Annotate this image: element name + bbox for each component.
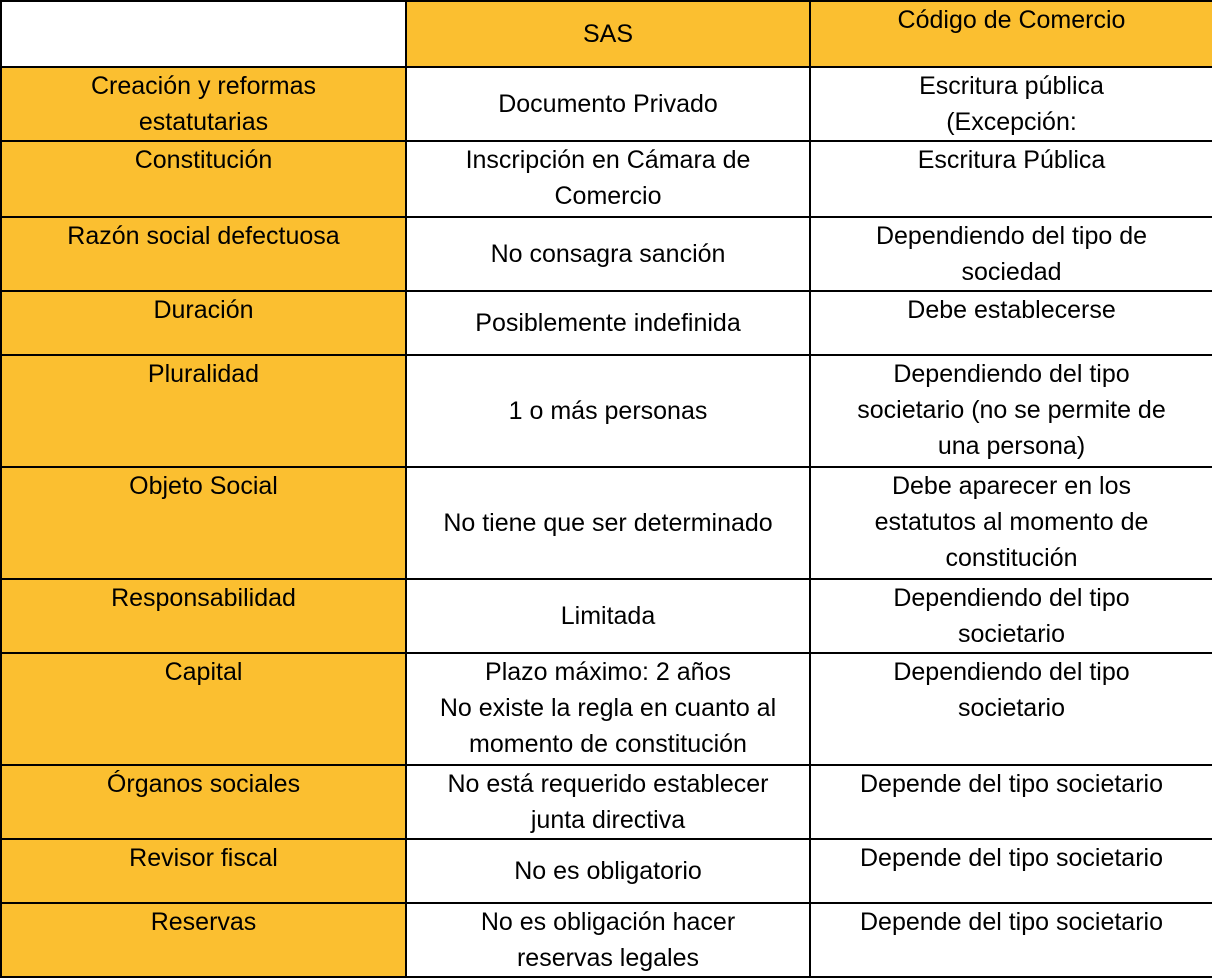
cell-text-line: Reservas xyxy=(150,908,257,936)
row-label-cell xyxy=(1,579,406,653)
codigo-value-cell xyxy=(810,903,1212,977)
cell-text-line: reservas legales xyxy=(516,944,700,972)
row-label-cell xyxy=(1,291,406,355)
header-row xyxy=(1,1,1212,67)
header-codigo-de-comercio: Código de Comercio xyxy=(810,1,1212,67)
cell-text-line: Posiblemente indefinida xyxy=(475,309,741,337)
sas-value-cell xyxy=(406,141,810,217)
table-row xyxy=(1,765,1212,839)
table-body xyxy=(1,1,1212,977)
sas-value-cell xyxy=(406,579,810,653)
cell-text-line: Responsabilidad xyxy=(111,584,296,612)
row-label-cell xyxy=(1,67,406,141)
sas-value-cell xyxy=(406,903,810,977)
sas-value-cell xyxy=(406,217,810,291)
codigo-value-cell xyxy=(810,141,1212,217)
cell-text-line: Duración xyxy=(153,296,254,324)
cell-text-line: Capital xyxy=(164,658,243,686)
table-row xyxy=(1,839,1212,903)
table-row xyxy=(1,217,1212,291)
cell-text-line: Escritura Pública xyxy=(917,146,1106,174)
cell-text-line: Creación y reformas xyxy=(90,72,317,100)
cell-text-line: Razón social defectuosa xyxy=(67,222,340,250)
cell-text-line: Limitada xyxy=(560,602,656,630)
cell-text-line: Comercio xyxy=(554,182,662,210)
codigo-value-cell xyxy=(810,467,1212,579)
table-row xyxy=(1,141,1212,217)
table-row xyxy=(1,579,1212,653)
sas-value-cell xyxy=(406,765,810,839)
cell-text-line: Inscripción en Cámara de xyxy=(465,146,751,174)
cell-text-line: constitución xyxy=(945,544,1078,572)
table-row xyxy=(1,467,1212,579)
cell-text-line: Dependiendo del tipo xyxy=(893,584,1130,612)
cell-text-line: momento de constitución xyxy=(469,730,747,758)
codigo-value-cell xyxy=(810,579,1212,653)
cell-text-line: No consagra sanción xyxy=(490,240,726,268)
cell-text-line: Debe aparecer en los xyxy=(891,472,1132,500)
codigo-value-cell xyxy=(810,67,1212,141)
sas-value-cell xyxy=(406,355,810,467)
row-label-cell xyxy=(1,217,406,291)
cell-text-line: Depende del tipo societario xyxy=(860,770,1163,798)
table-row xyxy=(1,903,1212,977)
codigo-value-cell xyxy=(810,291,1212,355)
cell-text-line: Objeto Social xyxy=(129,472,278,500)
codigo-value-cell xyxy=(810,653,1212,765)
row-label-cell xyxy=(1,839,406,903)
cell-text-line: No es obligación hacer xyxy=(480,908,736,936)
cell-text-line: junta directiva xyxy=(530,806,686,834)
row-label-cell xyxy=(1,355,406,467)
row-label-cell xyxy=(1,467,406,579)
table-row xyxy=(1,355,1212,467)
cell-text-line: societario xyxy=(958,694,1065,722)
cell-text-line: societario xyxy=(958,620,1065,648)
cell-text-line: 1 o más personas xyxy=(508,397,708,425)
cell-text-line: Revisor fiscal xyxy=(129,844,278,872)
header-sas: SAS xyxy=(406,1,810,67)
cell-text-line: Depende del tipo societario xyxy=(860,844,1163,872)
cell-text-line: Constitución xyxy=(134,146,273,174)
cell-text-line: estatutarias xyxy=(138,108,269,136)
codigo-value-cell xyxy=(810,839,1212,903)
cell-text-line: Escritura pública xyxy=(919,72,1104,100)
row-label-cell xyxy=(1,765,406,839)
header-blank-cell xyxy=(1,1,406,67)
cell-text-line: Documento Privado xyxy=(498,90,718,118)
row-label-cell xyxy=(1,141,406,217)
sas-value-cell xyxy=(406,839,810,903)
row-label-cell xyxy=(1,653,406,765)
codigo-value-cell xyxy=(810,217,1212,291)
sas-value-cell xyxy=(406,653,810,765)
cell-text-line: Dependiendo del tipo de xyxy=(875,222,1148,250)
cell-text-line: No tiene que ser determinado xyxy=(443,509,773,537)
cell-text-line: Órganos sociales xyxy=(106,770,301,798)
sas-value-cell xyxy=(406,67,810,141)
cell-text-line: sociedad xyxy=(961,258,1062,286)
codigo-value-cell xyxy=(810,355,1212,467)
cell-text-line: Debe establecerse xyxy=(907,296,1116,324)
table-row xyxy=(1,67,1212,141)
cell-text-line: (Excepción: xyxy=(946,108,1077,136)
cell-text-line: No es obligatorio xyxy=(514,857,702,885)
cell-text-line: No existe la regla en cuanto al xyxy=(439,694,777,722)
table-row xyxy=(1,291,1212,355)
cell-text-line: estatutos al momento de xyxy=(874,508,1149,536)
cell-text-line: una persona) xyxy=(937,432,1086,460)
sas-value-cell xyxy=(406,291,810,355)
sas-value-cell xyxy=(406,467,810,579)
cell-text-line: Depende del tipo societario xyxy=(860,908,1163,936)
codigo-value-cell xyxy=(810,765,1212,839)
cell-text-line: No está requerido establecer xyxy=(447,770,769,798)
cell-text-line: Plazo máximo: 2 años xyxy=(485,658,731,686)
table-row xyxy=(1,653,1212,765)
row-label-cell xyxy=(1,903,406,977)
cell-text-line: Dependiendo del tipo xyxy=(893,658,1130,686)
cell-text-line: Dependiendo del tipo xyxy=(893,360,1130,388)
cell-text-line: societario (no se permite de xyxy=(857,396,1166,424)
cell-text-line: Pluralidad xyxy=(147,360,260,388)
